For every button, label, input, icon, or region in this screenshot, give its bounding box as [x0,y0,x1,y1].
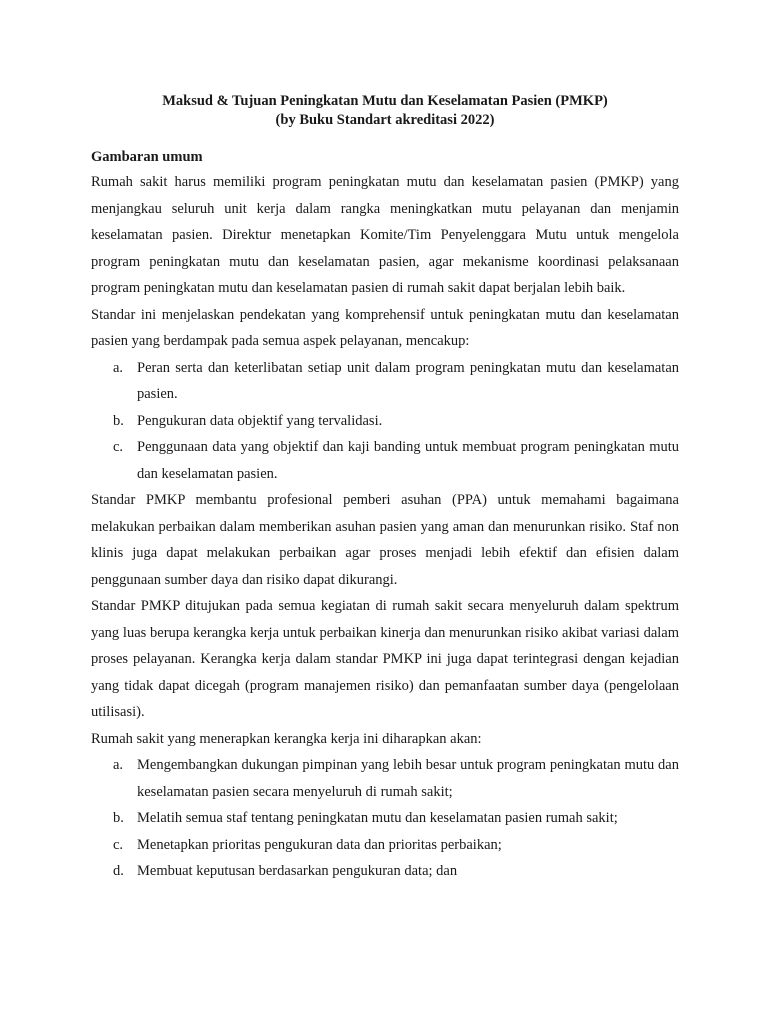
expectations-list [91,752,679,885]
list-item-text: Melatih semua staf tentang peningkatan mutu dan keselamatan pasien rumah sakit; [137,810,618,826]
list-item [91,355,679,408]
list-item [91,434,679,487]
list-item [91,408,679,435]
list-marker: a. [113,359,124,376]
paragraph-intro: Rumah sakit harus memiliki program peningkatan mutu dan keselamatan pasien (PMKP) yang menjangkau seluruh unit kerja dalam rangka meningkatkan mutu pelayanan dan menjamin keselamatan pasien. Direktur menetapkan Komite/Tim Penyelenggara Mutu untuk mengelola program peningkatan mutu dan keselamatan pasien, agar mekanisme koordinasi pelaksanaan program peningkatan mutu dan keselamatan pasien di rumah sakit dapat berjalan lebih baik. [91,174,679,296]
list-item-text: Membuat keputusan berdasarkan pengukuran data; dan [137,863,458,879]
list-marker: a. [113,757,124,773]
list-item [91,832,679,859]
list-item-text: Mengembangkan dukungan pimpinan yang lebih besar untuk program peningkatan mutu dan keselamatan pasien secara menyeluruh di rumah sakit; [137,757,679,800]
paragraph-expectations: Rumah sakit yang menerapkan kerangka kerja ini diharapkan akan: [91,730,482,747]
document-title: Maksud & Tujuan Peningkatan Mutu dan Keselamatan Pasien (PMKP) [162,93,608,109]
list-marker: d. [113,863,124,879]
list-marker: b. [113,412,124,429]
document-page [91,92,679,885]
paragraph-framework: Standar PMKP ditujukan pada semua kegiatan di rumah sakit secara menyeluruh dalam spektrum yang luas berupa kerangka kerja untuk perbaikan kinerja dan menurunkan risiko akibat variasi dalam proses pelayanan. Kerangka kerja dalam standar PMKP ini juga dapat terintegrasi dengan kejadian yang tidak dapat dicegah (program manajemen risiko) dan pemanfaatan sumber daya (pengelolaan utilisasi). [91,598,679,720]
scope-list [91,355,679,488]
list-item [91,752,679,805]
list-item-text: Menetapkan prioritas pengukuran data dan prioritas perbaikan; [137,836,502,853]
list-item [91,858,679,885]
list-item [91,805,679,832]
paragraph-scope: Standar ini menjelaskan pendekatan yang komprehensif untuk peningkatan mutu dan keselamatan pasien yang berdampak pada semua aspek pelayanan, mencakup: [91,306,679,349]
section-heading: Gambaran umum [91,149,203,165]
list-item-text: Peran serta dan keterlibatan setiap unit dalam program peningkatan mutu dan keselamatan pasien. [137,359,679,402]
list-item-text: Penggunaan data yang objektif dan kaji banding untuk membuat program peningkatan mutu dan keselamatan pasien. [137,439,679,482]
list-marker: c. [113,439,124,455]
list-marker: b. [113,810,124,826]
list-item-text: Pengukuran data objektif yang tervalidasi. [137,412,383,429]
paragraph-ppa: Standar PMKP membantu profesional pemberi asuhan (PPA) untuk memahami bagaimana melakukan perbaikan dalam memberikan asuhan pasien yang aman dan menurunkan risiko. Staf non klinis juga dapat melakukan perbaikan agar proses menjadi lebih efektif dan efisien dalam penggunaan sumber daya dan risiko dapat dikurangi. [91,492,679,588]
list-marker: c. [113,836,124,853]
document-subtitle: (by Buku Standart akreditasi 2022) [275,112,495,128]
